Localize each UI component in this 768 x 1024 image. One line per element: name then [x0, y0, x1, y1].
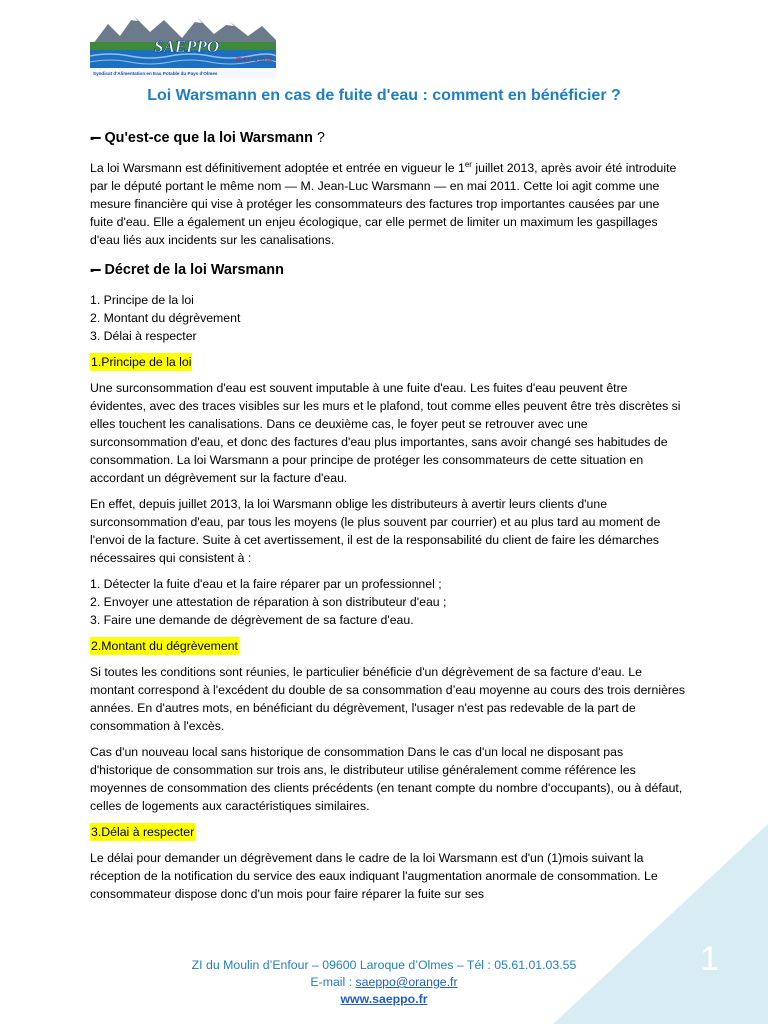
- section-heading-decret: [90, 259, 685, 281]
- steps-list: [90, 575, 685, 629]
- page-number: 1: [700, 940, 719, 978]
- page-footer: [0, 957, 768, 1008]
- list-item: 2. Montant du dégrèvement: [90, 311, 241, 325]
- section-heading-text: Décret de la loi Warsmann: [104, 262, 284, 278]
- arrow-icon: ▪━: [90, 263, 100, 277]
- list-item: 3. Faire une demande de dégrèvement de sa facture d'eau.: [90, 613, 414, 627]
- montant-paragraph-1: Si toutes les conditions sont réunies, le particulier bénéficie d'un dégrèvement de sa facture d’eau. Le montant correspond à l'excédent du double de sa consommation d’eau moyenne au cours des trois dernières années. En d'autres mots, en bénéficiant du dégrèvement, l'usager n'est pas redevable de la part de consommation à l'excès.: [90, 665, 686, 733]
- arrow-icon: ▪━: [90, 131, 100, 145]
- logo-phone: 05 61 01 03 55: [236, 57, 273, 63]
- principe-paragraph-1: Une surconsommation d'eau est souvent imputable à une fuite d'eau. Les fuites d'eau peuvent être évidentes, avec des traces visibles sur les murs et le plafond, tout comme elles peuvent être très discrètes si elles touchent les canalisations. Dans ce deuxième cas, le foyer peut se retrouver avec une surconsommation d'eau, et donc des factures d'eau plus importantes, sans avoir changé ses habitudes de consommation. La loi Warsmann a pour principe de protéger les consommateurs de cette situation en accordant un dégrèvement sur la facture d'eau.: [90, 381, 681, 485]
- section-heading-what-is: [90, 127, 685, 149]
- website-link[interactable]: www.saeppo.fr: [340, 992, 428, 1006]
- list-item: 2. Envoyer une attestation de réparation à son distributeur d'eau ;: [90, 595, 447, 609]
- logo-tagline: Syndicat d'Alimentation en Eau Potable du Pays d'Olmes: [93, 71, 218, 76]
- highlight-label-principe: 1.Principe de la loi: [91, 355, 192, 369]
- list-item: 3. Délai à respecter: [90, 329, 197, 343]
- principe-paragraph-2: En effet, depuis juillet 2013, la loi Warsmann oblige les distributeurs à avertir leurs clients d'une surconsommation d'eau, par tous les moyens (le plus souvent par courrier) et au plus tard au moment de l'envoi de la facture. Suite à cet avertissement, il est de la responsabilité du client de faire les démarches nécessaires qui consistent à :: [90, 497, 661, 565]
- highlight-label-montant: 2.Montant du dégrèvement: [91, 639, 238, 653]
- highlight-label-delai: 3.Délai à respecter: [91, 825, 195, 839]
- document-title: Loi Warsmann en cas de fuite d'eau : comment en bénéficier ?: [147, 87, 621, 104]
- saeppo-logo: [90, 10, 276, 78]
- decree-list: [90, 291, 685, 345]
- list-item: 1. Détecter la fuite d'eau et la faire réparer par un professionnel ;: [90, 577, 442, 591]
- list-item: 1. Principe de la loi: [90, 293, 194, 307]
- montant-paragraph-2: Cas d'un nouveau local sans historique de consommation Dans le cas d'un local ne disposant pas d'historique de consommation sur trois ans, le distributeur utilise généralement comme référence les moyennes de consommation des clients précédents (en tenant compte du nombre d'occupants), ou à défaut, celles de logements aux caractéristiques similaires.: [90, 745, 683, 813]
- intro-paragraph: La loi Warsmann est définitivement adoptée et entrée en vigueur le 1er juillet 2013, après avoir été introduite par le député portant le même nom — M. Jean-Luc Warsmann — en mai 2011. Cette loi agit comme une mesure financière qui vise à protéger les consommateurs des factures trop importantes causées par une fuite d'eau. Elle a également un enjeu écologique, car elle permet de limiter un maximum les gaspillages d'eau liés aux incidents sur les canalisations.: [90, 159, 677, 247]
- delai-paragraph-1: Le délai pour demander un dégrèvement dans le cadre de la loi Warsmann est d'un (1)mois suivant la réception de la notification du service des eaux indiquant l'augmentation anormale de consommation. Le consommateur dispose donc d'un mois pour faire réparer la fuite sur ses: [90, 851, 658, 901]
- document-body: [90, 127, 685, 911]
- logo-name: SAEPPO: [154, 37, 220, 56]
- section-heading-text: Qu'est-ce que la loi Warsmann: [104, 130, 313, 146]
- footer-email-line: E-mail : saeppo@orange.fr: [310, 975, 458, 989]
- footer-address: ZI du Moulin d’Enfour – 09600 Laroque d’Olmes – Tél : 05.61.01.03.55: [191, 958, 577, 972]
- section-heading-qmark: ?: [316, 130, 325, 146]
- email-link[interactable]: saeppo@orange.fr: [355, 975, 458, 989]
